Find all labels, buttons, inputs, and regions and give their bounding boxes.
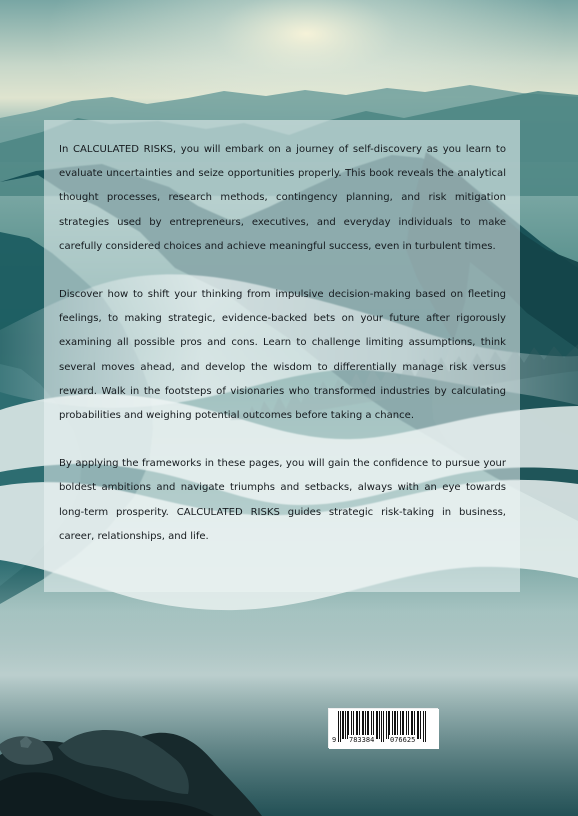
barcode-digits (331, 735, 434, 745)
description-paragraph-2: Discover how to shift your thinking from impulsive decision-making based on fleeting feelings, to making strategic, evidence-backed bets on your future after rigorously examining all possible pros and cons. Learn to challenge limiting assumptions, think several moves ahead, and develop the wisdom to differentially manage risk versus reward. Walk in the footsteps of visionaries who transformed industries by calculating probabilities and weighing potential outcomes before taking a chance. (59, 289, 506, 422)
isbn-barcode (328, 708, 438, 748)
barcode-right-digits: 076625 (390, 736, 416, 744)
description-paragraph-3: By applying the frameworks in these pages, you will gain the confidence to pursue your boldest ambitions and navigate triumphs and setbacks, always with an eye towards long-term prosperity. CALCULATED RISKS guides strategic risk-taking in business, career, relationships, and life. (59, 458, 506, 542)
description-panel (44, 120, 520, 592)
barcode-left-digits: 783384 (349, 736, 375, 744)
description-paragraph-1: In CALCULATED RISKS, you will embark on a journey of self-discovery as you learn to evaluate uncertainties and seize opportunities properly. This book reveals the analytical thought processes, research methods, contingency planning, and risk mitigation strategies used by entrepreneurs, executives, and everyday individuals to make carefully considered choices and achieve meaningful success, even in turbulent times. (59, 144, 506, 252)
barcode-lead-digit: 9 (332, 736, 337, 744)
